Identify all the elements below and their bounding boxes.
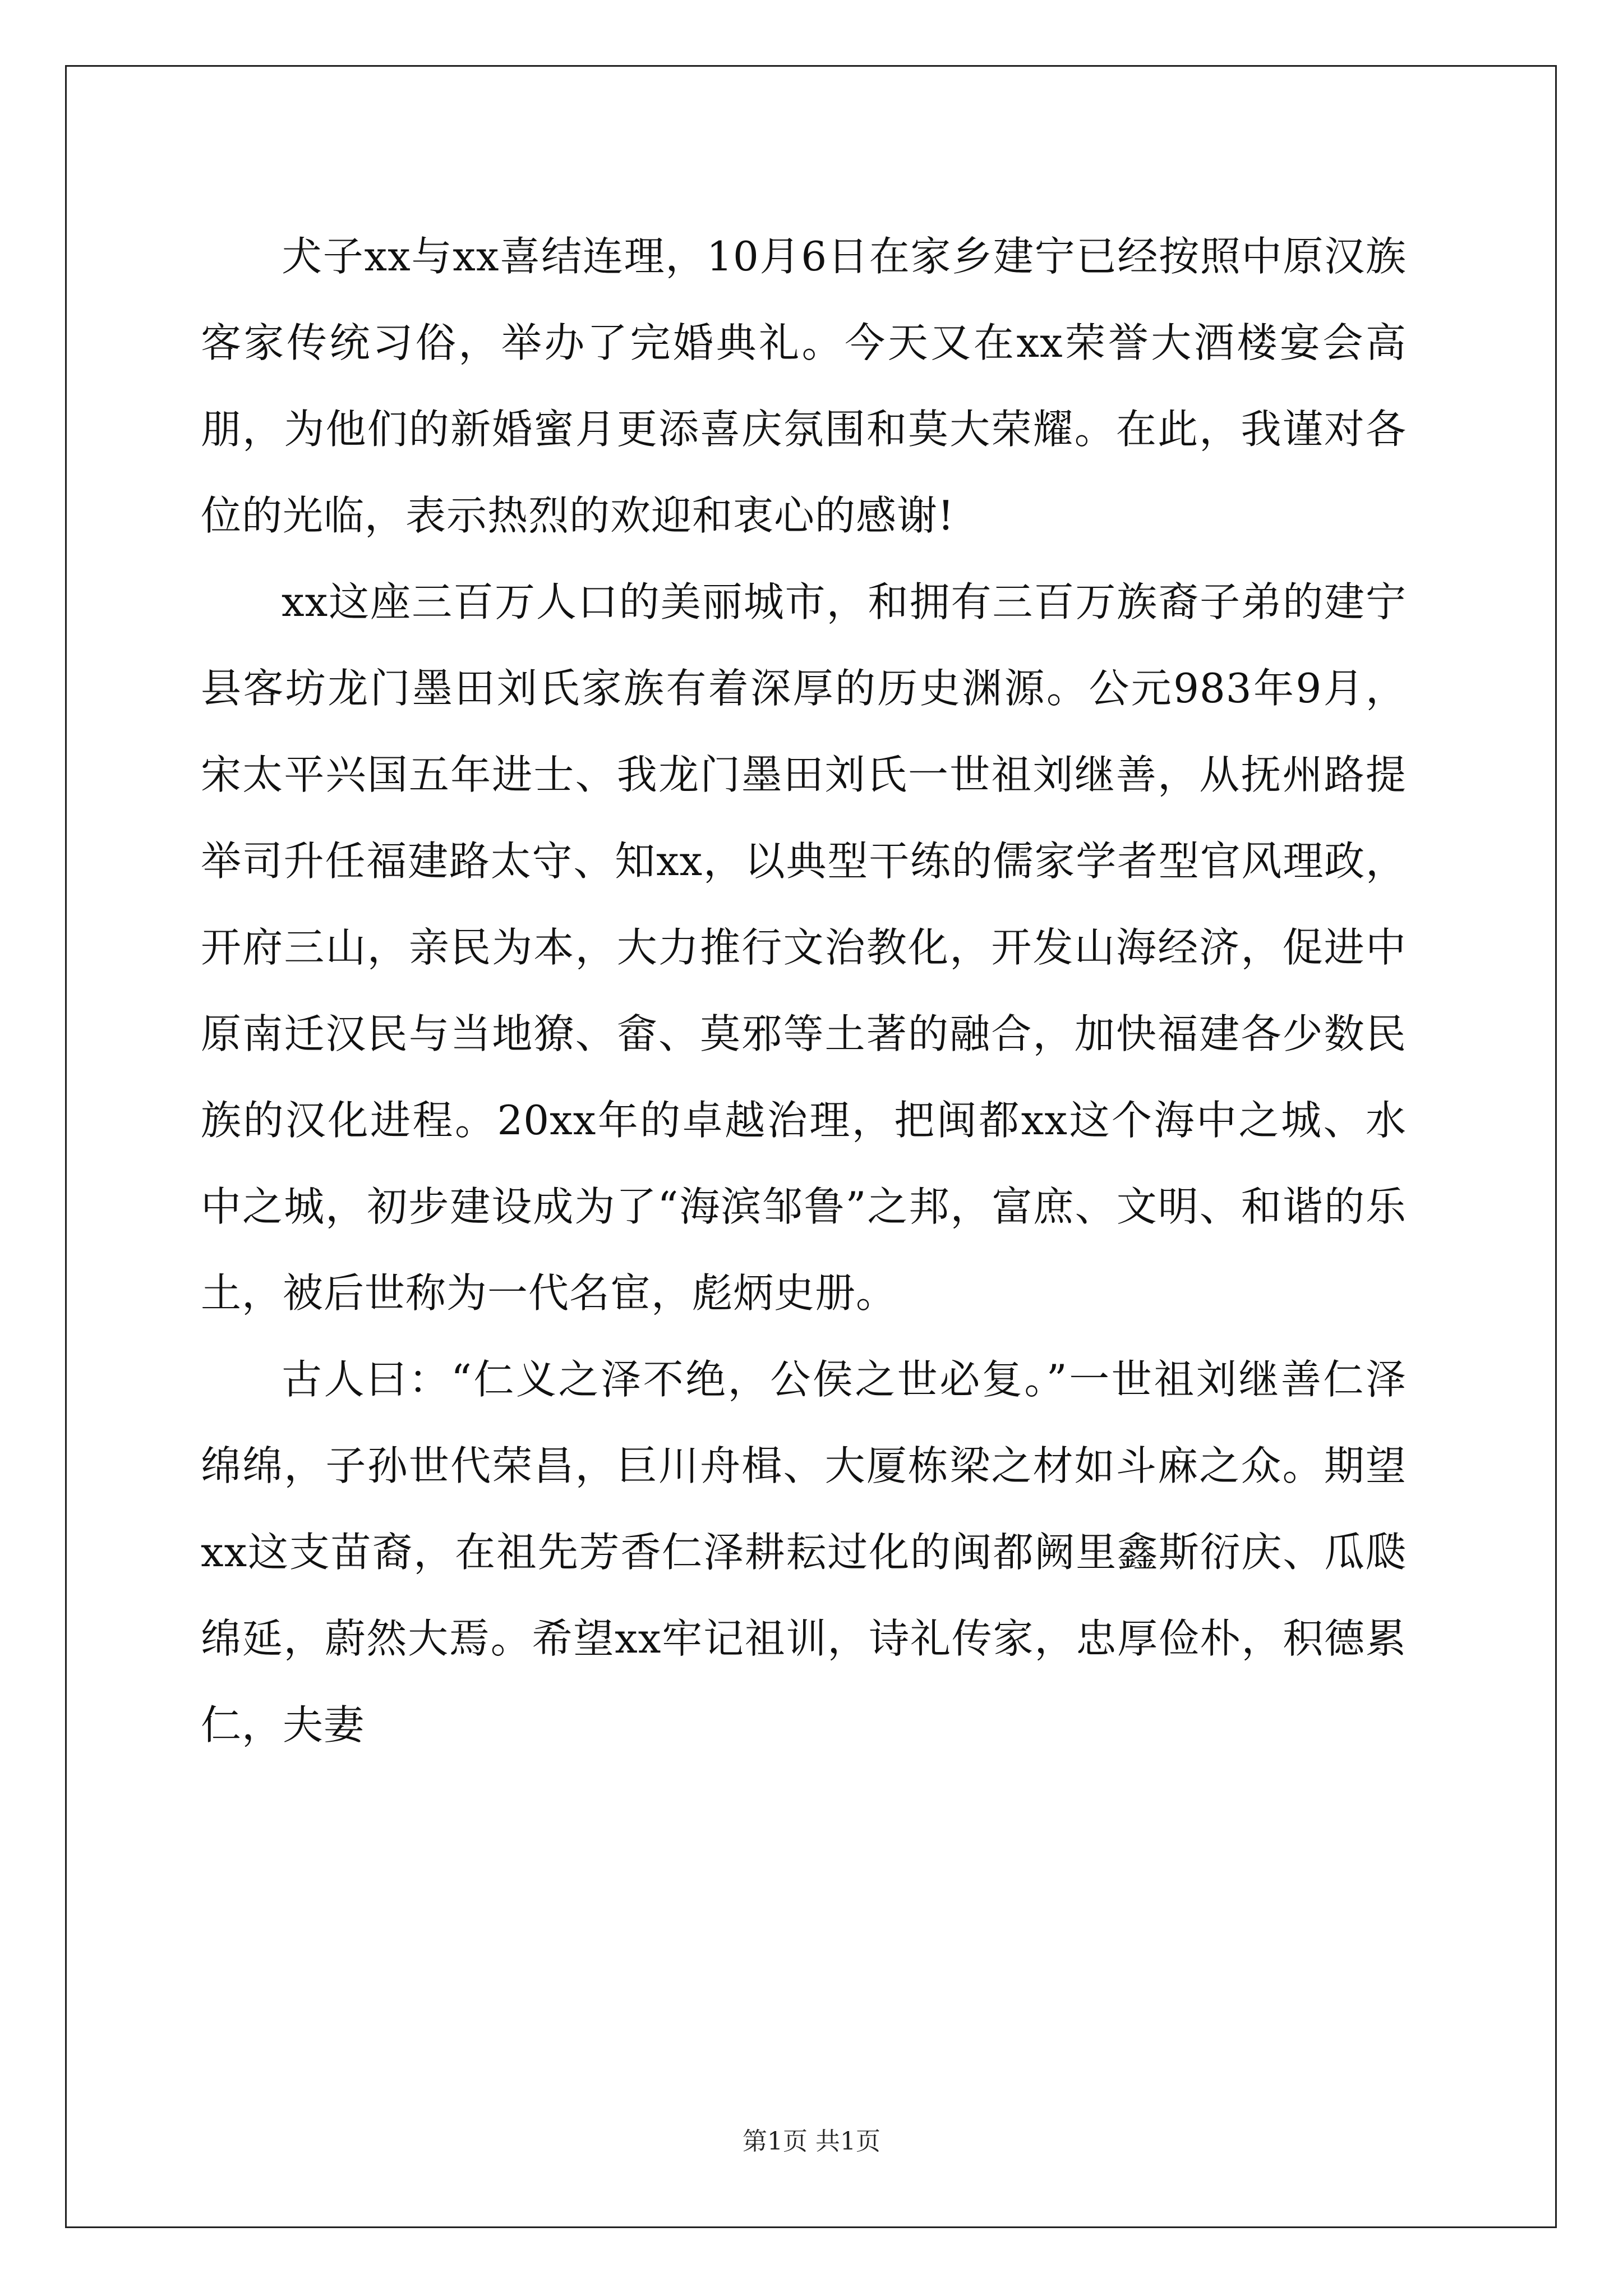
paragraph-2: xx这座三百万人口的美丽城市，和拥有三百万族裔子弟的建宁县客坊龙门墨田刘氏家族有着深厚的历史渊源。公元983年9月，宋太平兴国五年进士、我龙门墨田刘氏一世祖刘继善，从抚州路提举司升任福建路太守、知xx，以典型干练的儒家学者型官风理政，开府三山，亲民为本，大力推行文治教化，开发山海经济，促进中原南迁汉民与当地獠、畲、莫邪等土著的融合，加快福建各少数民族的汉化进程。20xx年的卓越治理，把闽都xx这个海中之城、水中之城，初步建设成为了“海滨邹鲁”之邦，富庶、文明、和谐的乐土，被后世称为一代名宦，彪炳史册。 xyxy=(201,578,1407,1317)
paragraph-1: 犬子xx与xx喜结连理，10月6日在家乡建宁已经按照中原汉族客家传统习俗，举办了完婚典礼。今天又在xx荣誉大酒楼宴会高朋，为他们的新婚蜜月更添喜庆氛围和莫大荣耀。在此，我谨对各位的光临，表示热烈的欢迎和衷心的感谢! xyxy=(201,233,1407,539)
paragraph-3: 古人曰：“仁义之泽不绝，公侯之世必复。”一世祖刘继善仁泽绵绵，子孙世代荣昌，巨川舟楫、大厦栋梁之材如斗麻之众。期望xx这支苗裔，在祖先芳香仁泽耕耘过化的闽都阙里鑫斯衍庆、瓜瓞绵延，蔚然大焉。希望xx牢记祖训，诗礼传家，忠厚俭朴，积德累仁，夫妻 xyxy=(201,1356,1407,1749)
document-body xyxy=(201,213,1407,1768)
page-number-footer: 第1页 共1页 xyxy=(743,2127,880,2156)
